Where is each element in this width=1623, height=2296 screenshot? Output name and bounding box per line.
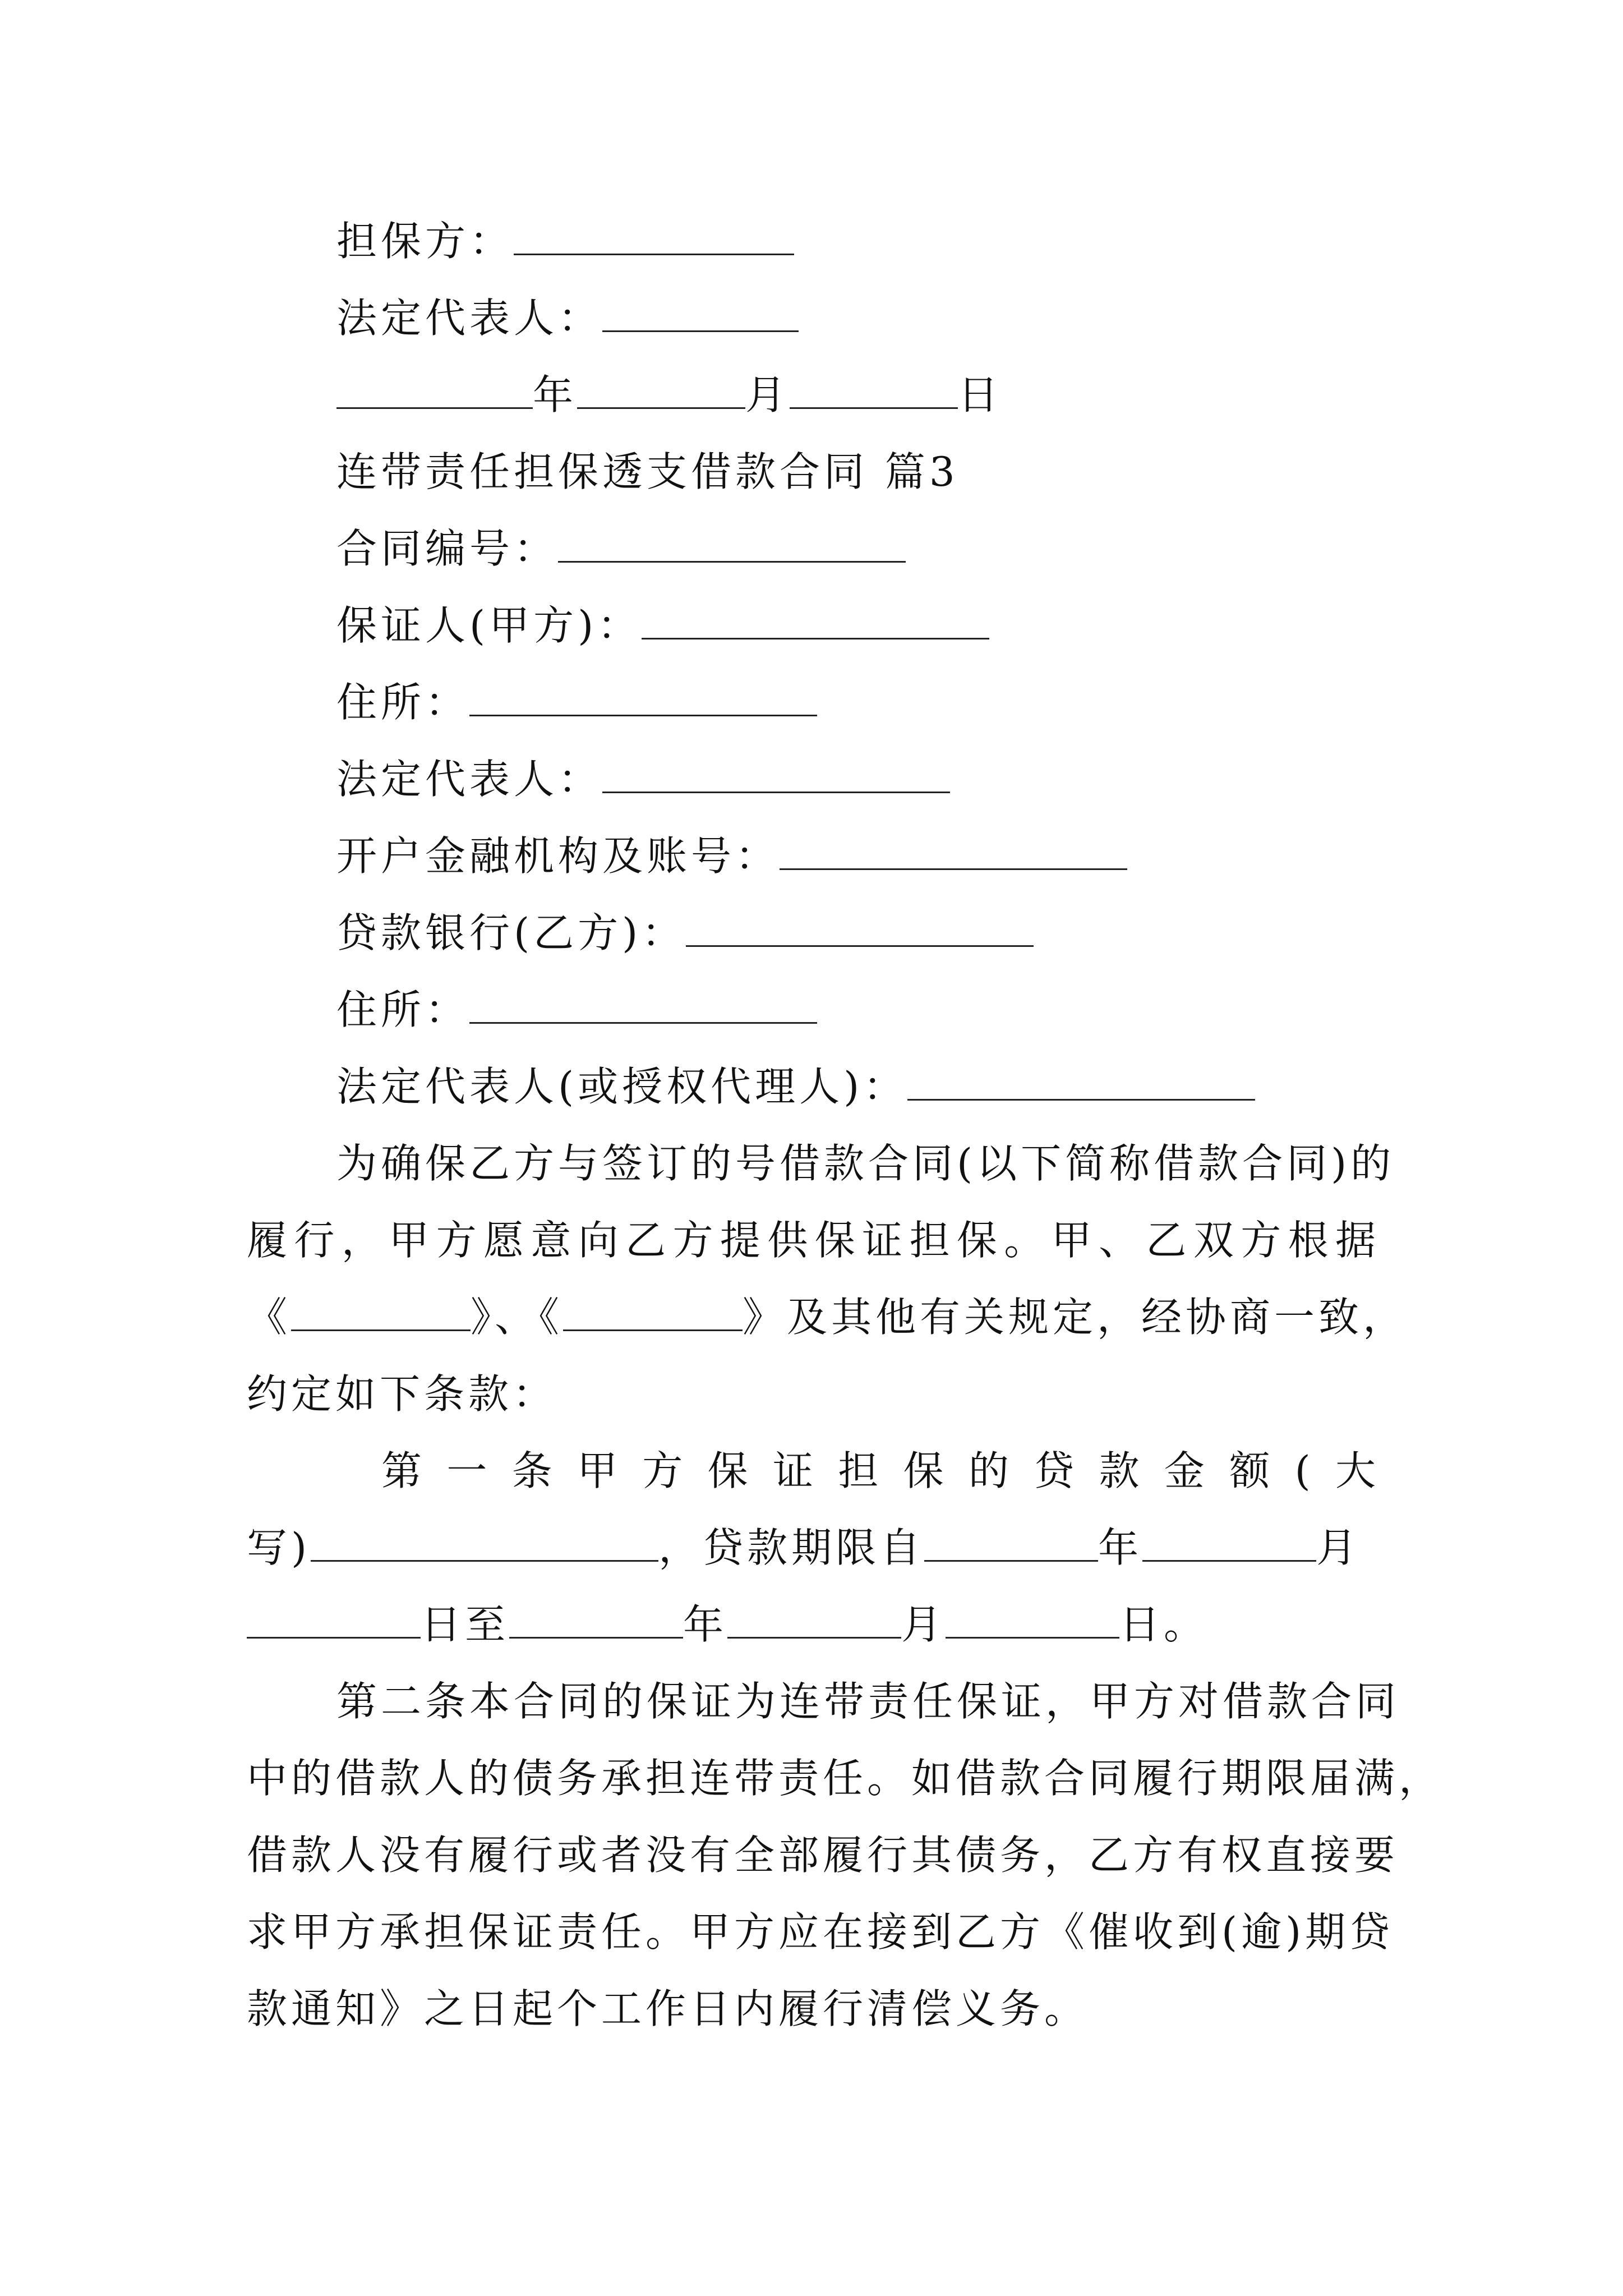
para2-line1: 第一条甲方保证担保的贷款金额(大 (381, 1447, 1380, 1494)
contract-no-line (336, 521, 906, 577)
term-to-label: 日至 (421, 1601, 510, 1648)
guarantor-line (336, 213, 794, 269)
section-title (336, 444, 959, 500)
address-line-a (336, 674, 817, 730)
address-blank-b[interactable] (469, 985, 817, 1024)
address-label-a: 住所： (336, 679, 470, 726)
lender-blank[interactable] (686, 908, 1034, 947)
year-blank[interactable] (336, 370, 533, 409)
lender-line (336, 905, 1034, 961)
end-year-blank[interactable] (509, 1600, 683, 1639)
book-mark-sep: 》、《 (471, 1294, 564, 1341)
legal-rep-blank[interactable] (602, 293, 799, 332)
legal-rep-line-a (336, 751, 950, 807)
year-label: 年 (533, 371, 578, 418)
start-year-label: 年 (1098, 1524, 1143, 1571)
start-year-blank[interactable] (924, 1523, 1098, 1562)
para3-line4: 求甲方承担保证责任。甲方应在接到乙方《催收到(逾)期贷 (247, 1908, 1394, 1955)
law-blank-1[interactable] (291, 1292, 471, 1331)
guarantor-party-line (336, 597, 989, 654)
para1-line2: 履行，甲方愿意向乙方提供保证担保。甲、乙双方根据 (247, 1217, 1380, 1264)
law-blank-2[interactable] (563, 1292, 743, 1331)
lender-label: 贷款银行(乙方)： (336, 909, 686, 956)
para2-line3 (247, 1586, 1380, 1663)
start-month-label: 月 (1316, 1524, 1361, 1571)
day-blank[interactable] (790, 370, 958, 409)
contract-no-blank[interactable] (558, 524, 906, 563)
para1-line1: 为确保乙方与签订的号借款合同(以下简称借款合同)的 (336, 1140, 1395, 1187)
contract-no-label: 合同编号： (336, 525, 559, 572)
guarantor-party-label: 保证人(甲方)： (336, 602, 642, 649)
legal-rep-line-b (336, 1059, 1255, 1115)
end-month-label: 月 (901, 1601, 946, 1648)
legal-rep-label-b: 法定代表人(或授权代理人)： (336, 1063, 908, 1110)
address-line-b (336, 982, 817, 1038)
guarantor-blank[interactable] (514, 217, 794, 255)
end-year-label: 年 (683, 1601, 728, 1648)
address-blank-a[interactable] (469, 678, 817, 716)
bank-account-line (336, 828, 1127, 884)
para3-line2: 中的借款人的债务承担连带责任。如借款合同履行期限届满， (247, 1755, 1444, 1802)
para1-line3 (247, 1279, 1408, 1356)
amount-blank[interactable] (311, 1523, 658, 1562)
para1-line3-text: 》及其他有关规定，经协商一致， (743, 1294, 1408, 1341)
address-label-b: 住所： (336, 986, 470, 1033)
month-blank[interactable] (577, 370, 745, 409)
legal-rep-blank-a[interactable] (602, 754, 950, 793)
guarantor-party-blank[interactable] (642, 601, 989, 639)
date-line (336, 367, 1002, 423)
day-label: 日 (958, 371, 1003, 418)
bank-account-label: 开户金融机构及账号： (336, 832, 780, 880)
legal-rep-line (336, 290, 799, 346)
para1-line4: 约定如下条款： (247, 1370, 557, 1418)
month-label: 月 (745, 371, 790, 418)
paragraph-article-2 (247, 1663, 1444, 2047)
section-title-text: 连带责任担保透支借款合同 篇3 (336, 448, 959, 495)
end-month-blank[interactable] (727, 1600, 901, 1639)
legal-rep-label-a: 法定代表人： (336, 756, 603, 803)
paragraph-article-1 (247, 1433, 1380, 1663)
term-from-label: ，贷款期限自 (658, 1524, 925, 1571)
book-mark-open: 《 (247, 1294, 292, 1341)
paragraph-purpose (247, 1125, 1408, 1433)
amount-prefix: 写) (247, 1524, 311, 1571)
bank-account-blank[interactable] (780, 831, 1127, 870)
end-day-label: 日。 (1119, 1601, 1209, 1648)
para3-line1: 第二条本合同的保证为连带责任保证，甲方对借款合同 (336, 1678, 1400, 1725)
start-month-blank[interactable] (1142, 1523, 1316, 1562)
para3-line5: 款通知》之日起个工作日内履行清偿义务。 (247, 1985, 1089, 2032)
legal-rep-label: 法定代表人： (336, 295, 603, 342)
para2-line2 (247, 1510, 1380, 1586)
legal-rep-blank-b[interactable] (907, 1062, 1255, 1101)
para3-line3: 借款人没有履行或者没有全部履行其债务，乙方有权直接要 (247, 1832, 1399, 1879)
end-day-blank[interactable] (946, 1600, 1119, 1639)
guarantor-label: 担保方： (336, 218, 514, 265)
start-day-blank[interactable] (247, 1600, 421, 1639)
